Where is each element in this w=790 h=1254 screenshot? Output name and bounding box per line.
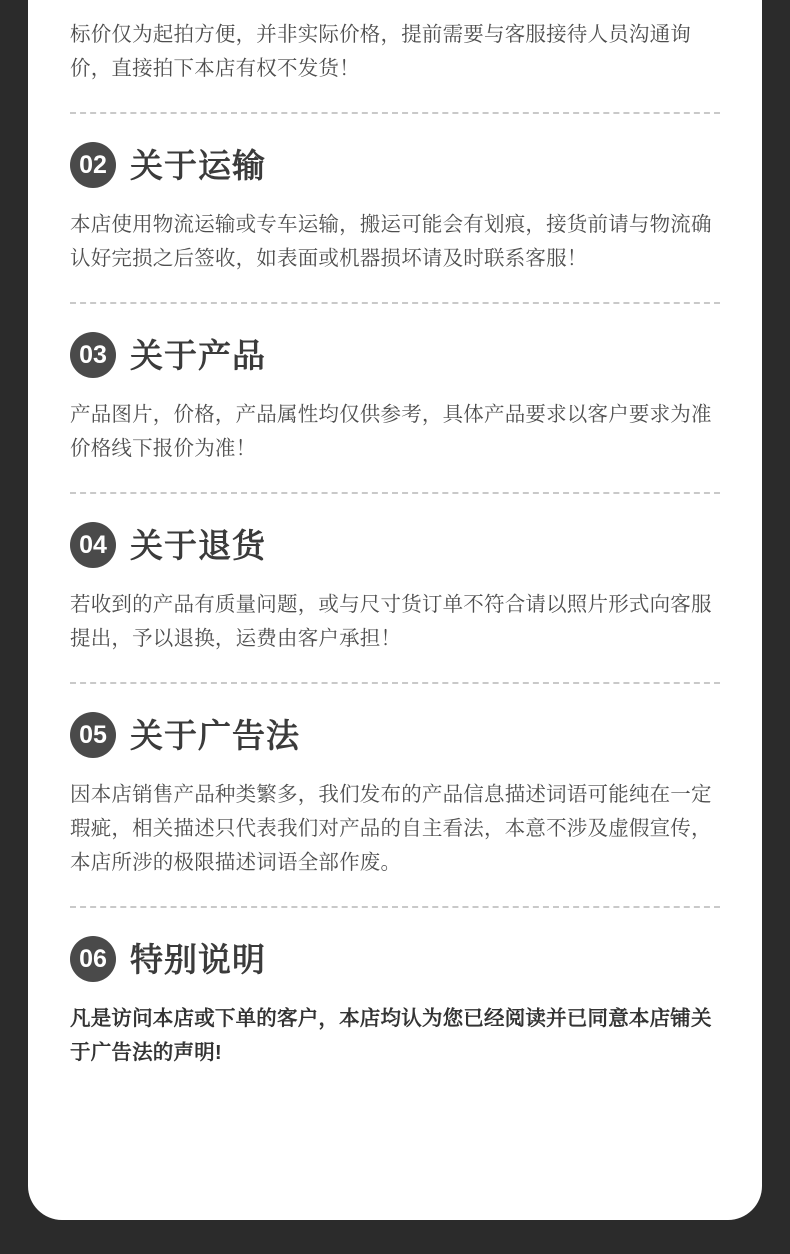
section-05-header (70, 712, 720, 758)
section-04-title: 关于退货 (130, 526, 266, 564)
divider-3 (70, 492, 720, 494)
section-06-header (70, 936, 720, 982)
section-05-number: 05 (70, 712, 116, 758)
section-06-number: 06 (70, 936, 116, 982)
section-05-body: 因本店销售产品种类繁多，我们发布的产品信息描述词语可能纯在一定瑕疵，相关描述只代表我们对产品的自主看法，本意不涉及虚假宣传，本店所涉的极限描述词语全部作废。 (70, 783, 712, 875)
section-02-number: 02 (70, 142, 116, 188)
section-03-title: 关于产品 (130, 336, 266, 374)
section-03-body: 产品图片，价格，产品属性均仅供参考，具体产品要求以客户要求为准价格线下报价为准！ (70, 403, 712, 461)
section-02 (70, 142, 720, 276)
section-02-body: 本店使用物流运输或专车运输，搬运可能会有划痕，接货前请与物流确认好完损之后签收，如表面或机器损坏请及时联系客服！ (70, 213, 712, 271)
section-01 (70, 0, 720, 86)
section-06 (70, 936, 720, 1070)
divider-2 (70, 302, 720, 304)
section-02-title: 关于运输 (130, 146, 266, 184)
section-04 (70, 522, 720, 656)
section-03-header (70, 332, 720, 378)
section-02-header (70, 142, 720, 188)
divider-4 (70, 682, 720, 684)
section-05-title: 关于广告法 (130, 716, 300, 754)
divider-1 (70, 112, 720, 114)
section-03-number: 03 (70, 332, 116, 378)
terms-card (28, 0, 762, 1220)
section-04-body: 若收到的产品有质量问题，或与尺寸货订单不符合请以照片形式向客服提出，予以退换，运费由客户承担！ (70, 593, 712, 651)
section-06-body: 凡是访问本店或下单的客户，本店均认为您已经阅读并已同意本店铺关于广告法的声明! (70, 1007, 712, 1065)
section-06-title: 特别说明 (130, 940, 266, 978)
section-05 (70, 712, 720, 880)
section-03 (70, 332, 720, 466)
section-01-body: 标价仅为起拍方便，并非实际价格，提前需要与客服接待人员沟通询价，直接拍下本店有权不发货！ (70, 23, 691, 81)
divider-5 (70, 906, 720, 908)
section-04-number: 04 (70, 522, 116, 568)
section-04-header (70, 522, 720, 568)
